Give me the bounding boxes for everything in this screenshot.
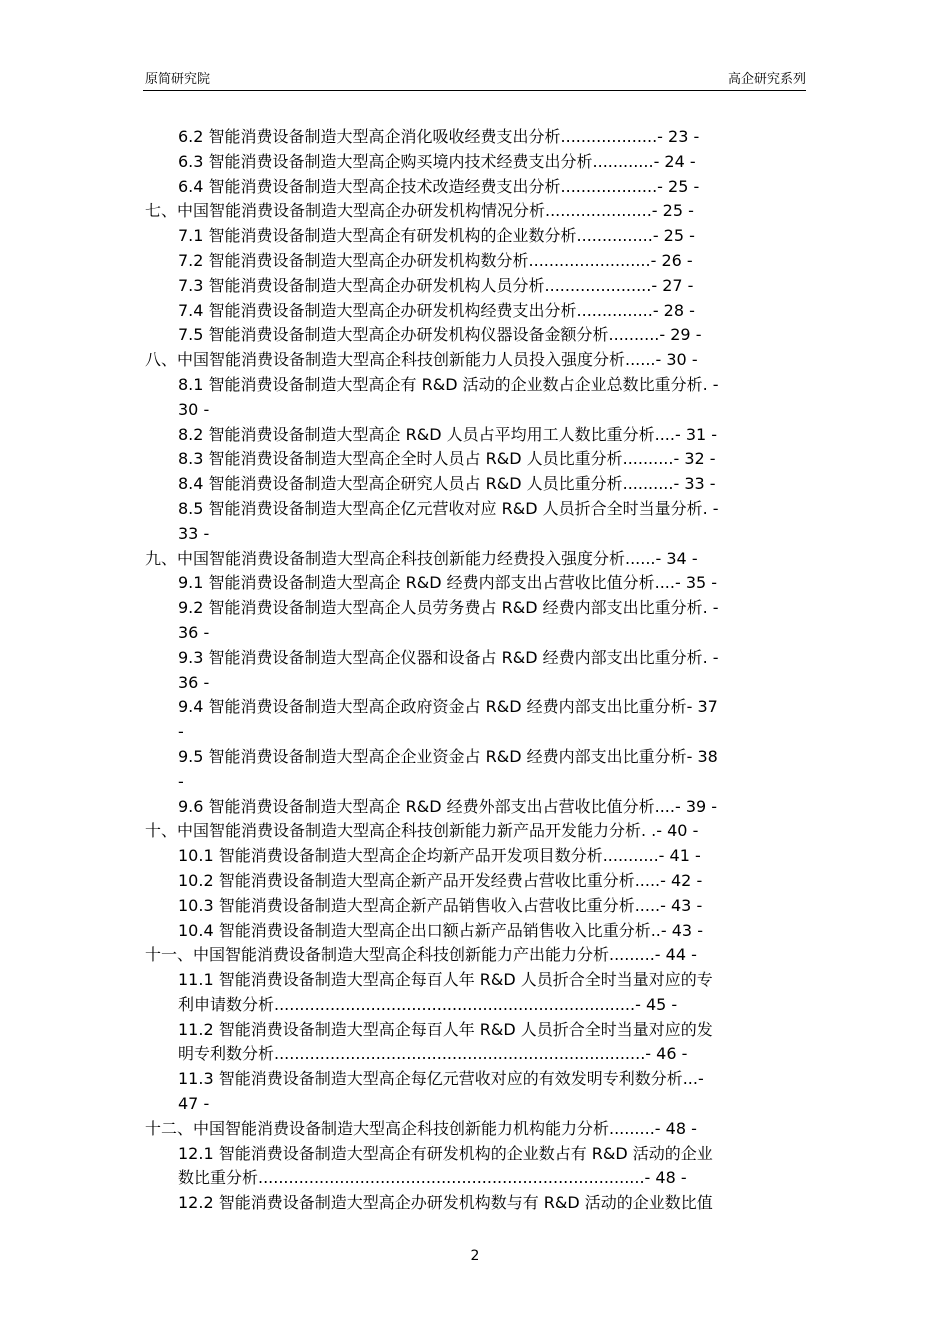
toc-section-line[interactable]: 47 -: [178, 1094, 210, 1114]
toc-section-line[interactable]: 9.4 智能消费设备制造大型高企政府资金占 R&D 经费内部支出比重分析- 37: [178, 697, 718, 717]
header-left-text: 原简研究院: [145, 72, 211, 87]
toc-section-line[interactable]: 8.1 智能消费设备制造大型高企有 R&D 活动的企业数占企业总数比重分析. -: [178, 374, 719, 394]
toc-section-line[interactable]: 36 -: [178, 672, 210, 692]
toc-chapter-line[interactable]: 七、中国智能消费设备制造大型高企办研发机构情况分析.....................- 25 -: [145, 201, 694, 221]
toc-section-line[interactable]: 11.2 智能消费设备制造大型高企每百人年 R&D 人员折合全时当量对应的发: [178, 1019, 713, 1039]
toc-section-line[interactable]: 30 -: [178, 399, 210, 419]
toc-section-line[interactable]: 12.1 智能消费设备制造大型高企有研发机构的企业数占有 R&D 活动的企业: [178, 1143, 713, 1163]
table-of-contents: [143, 125, 808, 1216]
toc-section-line[interactable]: 11.1 智能消费设备制造大型高企每百人年 R&D 人员折合全时当量对应的专: [178, 970, 713, 990]
toc-section-line[interactable]: 8.2 智能消费设备制造大型高企 R&D 人员占平均用工人数比重分析....- 31 -: [178, 424, 718, 444]
toc-chapter-line[interactable]: 九、中国智能消费设备制造大型高企科技创新能力经费投入强度分析......- 34 -: [145, 548, 698, 568]
toc-section-line[interactable]: 9.5 智能消费设备制造大型高企企业资金占 R&D 经费内部支出比重分析- 38: [178, 746, 718, 766]
toc-section-line[interactable]: 10.2 智能消费设备制造大型高企新产品开发经费占营收比重分析.....- 42 -: [178, 870, 703, 890]
toc-section-line[interactable]: 6.4 智能消费设备制造大型高企技术改造经费支出分析...................- 25 -: [178, 176, 700, 196]
toc-section-line[interactable]: 10.1 智能消费设备制造大型高企企均新产品开发项目数分析...........- 41 -: [178, 846, 701, 866]
toc-section-line[interactable]: 利申请数分析.......................................................................- 45 -: [178, 994, 678, 1014]
toc-section-line[interactable]: 11.3 智能消费设备制造大型高企每亿元营收对应的有效发明专利数分析...-: [178, 1069, 704, 1089]
toc-section-line[interactable]: 33 -: [178, 523, 210, 543]
toc-section-line[interactable]: 8.5 智能消费设备制造大型高企亿元营收对应 R&D 人员折合全时当量分析. -: [178, 498, 719, 518]
toc-section-line[interactable]: 8.3 智能消费设备制造大型高企全时人员占 R&D 人员比重分析..........- 32 -: [178, 449, 716, 469]
toc-section-line[interactable]: 7.1 智能消费设备制造大型高企有研发机构的企业数分析...............- 25 -: [178, 226, 695, 246]
toc-section-line[interactable]: 9.2 智能消费设备制造大型高企人员劳务费占 R&D 经费内部支出比重分析. -: [178, 598, 719, 618]
toc-section-line[interactable]: 9.3 智能消费设备制造大型高企仪器和设备占 R&D 经费内部支出比重分析. -: [178, 647, 719, 667]
toc-section-line[interactable]: -: [178, 722, 184, 742]
toc-chapter-line[interactable]: 十一、中国智能消费设备制造大型高企科技创新能力产出能力分析.........- 44 -: [145, 945, 697, 965]
toc-section-line[interactable]: 明专利数分析.........................................................................- 46 -: [178, 1044, 688, 1064]
toc-section-line[interactable]: 7.4 智能消费设备制造大型高企办研发机构经费支出分析...............- 28 -: [178, 300, 695, 320]
toc-section-line[interactable]: 12.2 智能消费设备制造大型高企办研发机构数与有 R&D 活动的企业数比值: [178, 1193, 713, 1213]
toc-section-line[interactable]: 10.4 智能消费设备制造大型高企出口额占新产品销售收入比重分析..- 43 -: [178, 920, 703, 940]
toc-section-line[interactable]: 7.2 智能消费设备制造大型高企办研发机构数分析........................- 26 -: [178, 250, 693, 270]
page-number: 2: [470, 1248, 480, 1264]
toc-section-line[interactable]: 9.1 智能消费设备制造大型高企 R&D 经费内部支出占营收比值分析....- 35 -: [178, 573, 718, 593]
page-header: [143, 68, 806, 91]
toc-section-line[interactable]: 10.3 智能消费设备制造大型高企新产品销售收入占营收比重分析.....- 43 -: [178, 895, 703, 915]
toc-section-line[interactable]: 6.2 智能消费设备制造大型高企消化吸收经费支出分析...................- 23 -: [178, 127, 700, 146]
toc-section-line[interactable]: 7.5 智能消费设备制造大型高企办研发机构仪器设备金额分析..........- 29 -: [178, 325, 702, 345]
toc-section-line[interactable]: 9.6 智能消费设备制造大型高企 R&D 经费外部支出占营收比值分析....- 39 -: [178, 796, 718, 816]
toc-section-line[interactable]: 6.3 智能消费设备制造大型高企购买境内技术经费支出分析............- 24 -: [178, 151, 696, 171]
toc-chapter-line[interactable]: 八、中国智能消费设备制造大型高企科技创新能力人员投入强度分析......- 30 -: [145, 350, 698, 370]
toc-chapter-line[interactable]: 十、中国智能消费设备制造大型高企科技创新能力新产品开发能力分析. .- 40 -: [145, 821, 699, 841]
toc-chapter-line[interactable]: 十二、中国智能消费设备制造大型高企科技创新能力机构能力分析.........- 48 -: [145, 1118, 697, 1138]
toc-section-line[interactable]: 8.4 智能消费设备制造大型高企研究人员占 R&D 人员比重分析..........- 33 -: [178, 474, 716, 494]
toc-section-line[interactable]: 7.3 智能消费设备制造大型高企办研发机构人员分析.....................- 27 -: [178, 275, 694, 295]
toc-section-line[interactable]: -: [178, 771, 184, 791]
toc-section-line[interactable]: 36 -: [178, 622, 210, 642]
header-right-text: 高企研究系列: [727, 72, 806, 87]
toc-section-line[interactable]: 数比重分析............................................................................- 48 -: [178, 1168, 687, 1188]
